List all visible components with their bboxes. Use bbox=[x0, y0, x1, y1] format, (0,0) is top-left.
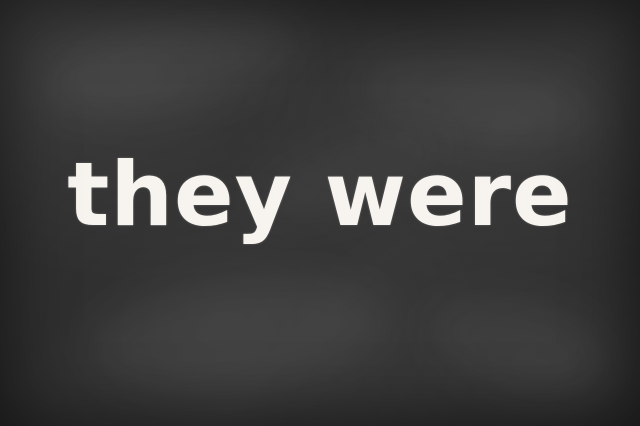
chalk-words: they were bbox=[67, 143, 573, 246]
